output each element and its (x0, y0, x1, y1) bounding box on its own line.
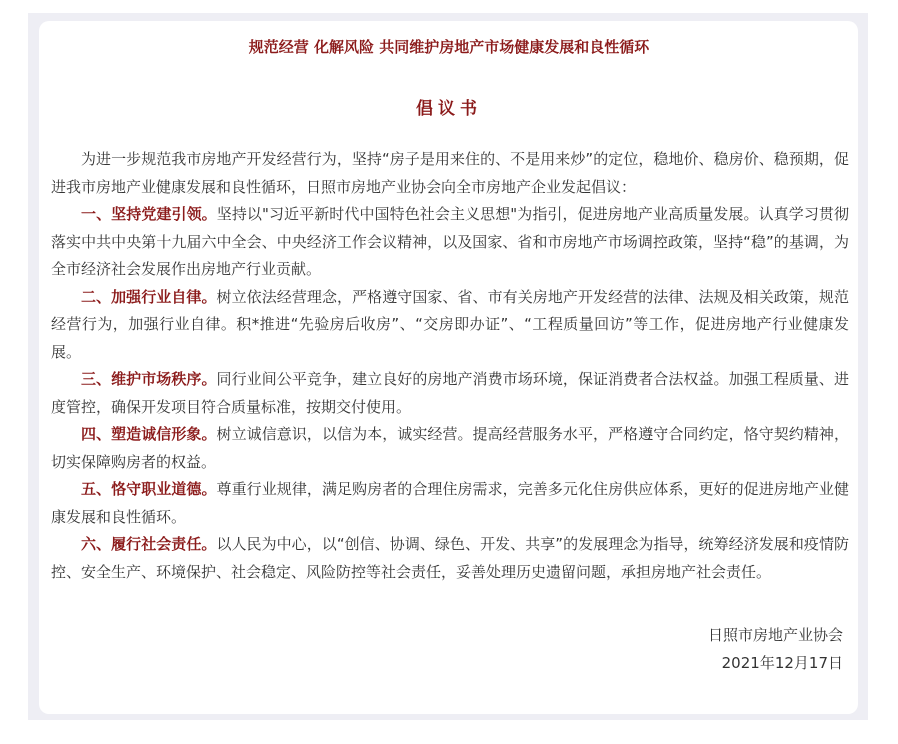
proposal-item (51, 201, 849, 284)
document-body (51, 146, 849, 586)
proposal-text: 树立诚信意识，以信为本，诚实经营。提高经营服务水平，严格遵守合同约定，恪守契约精神，切实保障购房者的权益。 (51, 425, 849, 471)
proposal-heading: 五、恪守职业道德。 (81, 480, 217, 498)
proposal-text: 同行业间公平竞争，建立良好的房地产消费市场环境，保证消费者合法权益。加强工程质量、进度管控，确保开发项目符合质量标准，按期交付使用。 (51, 370, 849, 416)
proposal-text: 尊重行业规律，满足购房者的合理住房需求，完善多元化住房供应体系，更好的促进房地产业健康发展和良性循环。 (51, 480, 849, 526)
document-title: 规范经营 化解风险 共同维护房地产市场健康发展和良性循环 (248, 38, 650, 56)
proposal-text: 坚持以"习近平新时代中国特色社会主义思想"为指引，促进房地产业高质量发展。认真学习贯彻落实中共中央第十九届六中全会、中央经济工作会议精神，以及国家、省和市房地产市场调控政策，坚持“稳”的基调，为全市经济社会发展作出房地产行业贡献。 (51, 205, 849, 278)
proposal-heading: 二、加强行业自律。 (81, 287, 217, 306)
proposal-item (51, 366, 849, 421)
signature: 日照市房地产业协会 (707, 626, 843, 644)
proposal-item (51, 421, 849, 476)
intro-paragraph: 为进一步规范我市房地产开发经营行为，坚持“房子是用来住的、不是用来炒”的定位，稳地价、稳房价、稳预期，促进我市房地产业健康发展和良性循环，日照市房地产业协会向全市房地产企业发起倡议： (51, 150, 849, 196)
proposal-item (51, 284, 849, 367)
proposal-heading: 三、维护市场秩序。 (81, 370, 217, 388)
proposal-text: 以人民为中心，以“创信、协调、绿色、开发、共享”的发展理念为指导，统筹经济发展和疫情防控、安全生产、环境保护、社会稳定、风险防控等社会责任，妥善处理历史遗留问题，承担房地产社会责任。 (51, 535, 849, 581)
proposal-item (51, 531, 849, 586)
proposal-item (51, 476, 849, 531)
signature-date: 2021年12月17日 (721, 654, 843, 672)
document-subtitle: 倡议书 (416, 99, 482, 119)
proposal-heading: 六、履行社会责任。 (81, 535, 217, 553)
proposal-heading: 四、塑造诚信形象。 (81, 425, 217, 443)
proposal-heading: 一、坚持党建引领。 (81, 205, 217, 223)
proposal-text: 树立依法经营理念，严格遵守国家、省、市有关房地产开发经营的法律、法规及相关政策，规范经营行为，加强行业自律。积*推进“先验房后收房”、“交房即办证”、“工程质量回访”等工作，促进房地产行业健康发展。 (51, 287, 849, 361)
